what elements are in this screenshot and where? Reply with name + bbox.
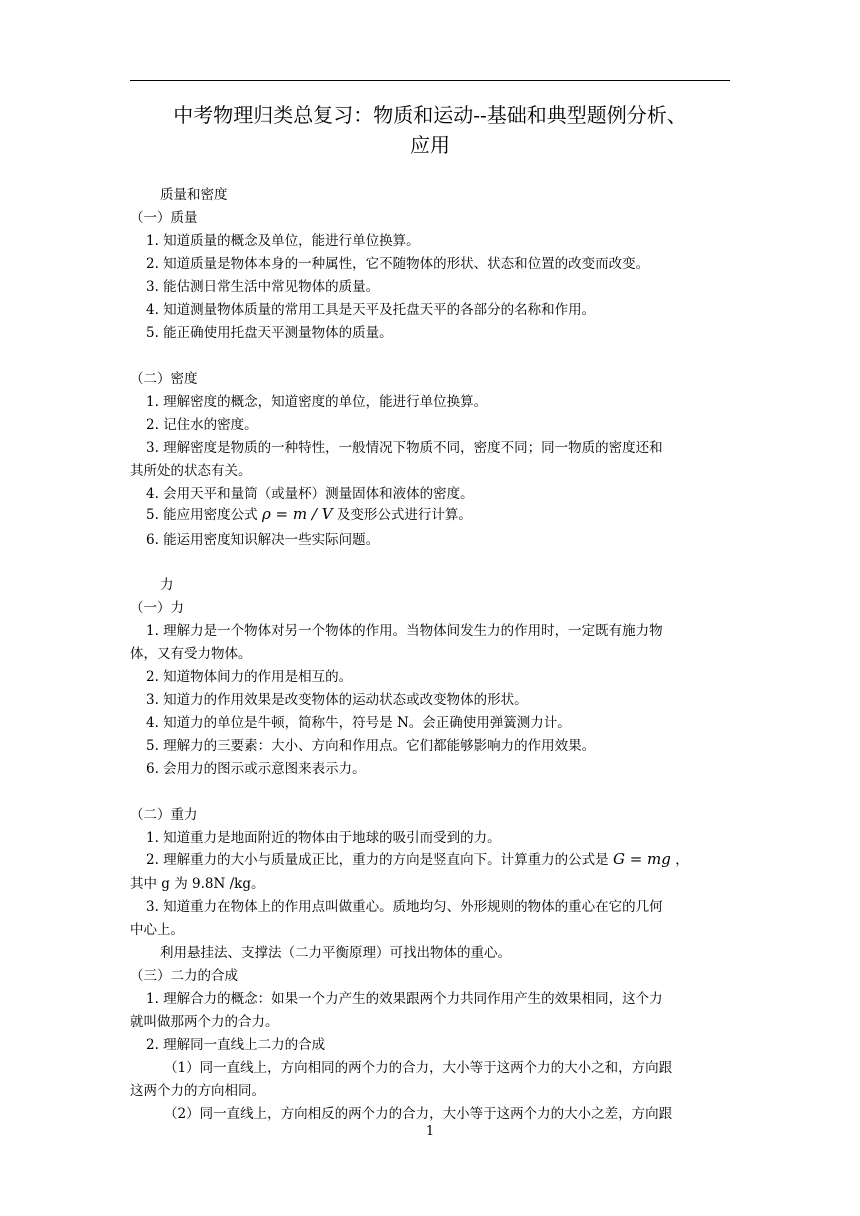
force-item-5: 5. 理解力的三要素：大小、方向和作用点。它们都能够影响力的作用效果。 bbox=[146, 738, 596, 754]
heading-force: （一）力 bbox=[130, 600, 184, 616]
gravity-item-2b: 其中 g 为 9.8N /kg。 bbox=[130, 876, 265, 892]
density-item-4: 4. 会用天平和量筒（或量杯）测量固体和液体的密度。 bbox=[146, 486, 474, 502]
force-item-1b: 体，又有受力物体。 bbox=[130, 646, 252, 662]
heading-density: （二）密度 bbox=[130, 371, 198, 387]
density-item-5 bbox=[146, 504, 472, 525]
heading-mass: （一）质量 bbox=[130, 210, 198, 226]
force-item-6: 6. 会用力的图示或示意图来表示力。 bbox=[146, 761, 366, 777]
force-item-3: 3. 知道力的作用效果是改变物体的运动状态或改变物体的形状。 bbox=[146, 692, 528, 708]
composition-item-2: 2. 理解同一直线上二力的合成 bbox=[146, 1037, 326, 1053]
gravity-item-2a-post: ， bbox=[675, 852, 689, 868]
density-item-5-pre: 5. 能应用密度公式 bbox=[146, 507, 258, 523]
section-title-mass-density: 质量和密度 bbox=[160, 187, 228, 203]
mass-item-1: 1. 知道质量的概念及单位，能进行单位换算。 bbox=[146, 233, 420, 249]
mass-item-5: 5. 能正确使用托盘天平测量物体的质量。 bbox=[146, 325, 393, 341]
page-number: 1 bbox=[425, 1124, 435, 1139]
gravity-item-1: 1. 知道重力是地面附近的物体由于地球的吸引而受到的力。 bbox=[146, 830, 501, 846]
density-item-6: 6. 能运用密度知识解决一些实际问题。 bbox=[146, 532, 380, 548]
density-item-1: 1. 理解密度的概念，知道密度的单位，能进行单位换算。 bbox=[146, 394, 488, 410]
header-rule bbox=[130, 80, 730, 81]
density-item-5-post: 及变形公式进行计算。 bbox=[336, 507, 472, 523]
mass-item-3: 3. 能估测日常生活中常见物体的质量。 bbox=[146, 279, 380, 295]
composition-sub-1b: 这两个力的方向相同。 bbox=[130, 1083, 265, 1099]
gravity-item-2a-pre: 2. 理解重力的大小与质量成正比，重力的方向是竖直向下。计算重力的公式是 bbox=[146, 852, 609, 868]
gravity-item-2a bbox=[146, 849, 689, 870]
density-item-3a: 3. 理解密度是物质的一种特性，一般情况下物质不同，密度不同；同一物质的密度还和 bbox=[146, 440, 663, 456]
gravity-item-3b: 中心上。 bbox=[130, 922, 184, 938]
composition-sub-2a: （2）同一直线上，方向相反的两个力的合力，大小等于这两个力的大小之差，方向跟 bbox=[164, 1106, 673, 1122]
gravity-formula: G = mg bbox=[612, 850, 671, 868]
section-title-force: 力 bbox=[160, 577, 174, 593]
composition-item-1a: 1. 理解合力的概念：如果一个力产生的效果跟两个力共同作用产生的效果相同，这个力 bbox=[146, 991, 663, 1007]
title-line-2: 应用 bbox=[410, 133, 450, 157]
force-item-2: 2. 知道物体间力的作用是相互的。 bbox=[146, 669, 353, 685]
composition-sub-1a: （1）同一直线上，方向相同的两个力的合力，大小等于这两个力的大小之和，方向跟 bbox=[164, 1060, 673, 1076]
density-item-2: 2. 记住水的密度。 bbox=[146, 417, 258, 433]
gravity-item-3c: 利用悬挂法、支撑法（二力平衡原理）可找出物体的重心。 bbox=[160, 945, 511, 961]
mass-item-2: 2. 知道质量是物体本身的一种属性，它不随物体的形状、状态和位置的改变而改变。 bbox=[146, 256, 650, 272]
force-item-1a: 1. 理解力是一个物体对另一个物体的作用。当物体间发生力的作用时，一定既有施力物 bbox=[146, 623, 663, 639]
density-formula: ρ = m / V bbox=[261, 505, 333, 523]
title-line-1: 中考物理归类总复习：物质和运动--基础和典型题例分析、 bbox=[173, 103, 687, 127]
composition-item-1b: 就叫做那两个力的合力。 bbox=[130, 1014, 279, 1030]
mass-item-4: 4. 知道测量物体质量的常用工具是天平及托盘天平的各部分的名称和作用。 bbox=[146, 302, 596, 318]
density-item-3b: 其所处的状态有关。 bbox=[130, 463, 252, 479]
gravity-item-3a: 3. 知道重力在物体上的作用点叫做重心。质地均匀、外形规则的物体的重心在它的几何 bbox=[146, 899, 663, 915]
heading-gravity: （二）重力 bbox=[130, 807, 198, 823]
heading-composition: （三）二力的合成 bbox=[130, 968, 238, 984]
force-item-4: 4. 知道力的单位是牛顿，简称牛，符号是 N。会正确使用弹簧测力计。 bbox=[146, 715, 571, 731]
page-title bbox=[130, 100, 730, 160]
